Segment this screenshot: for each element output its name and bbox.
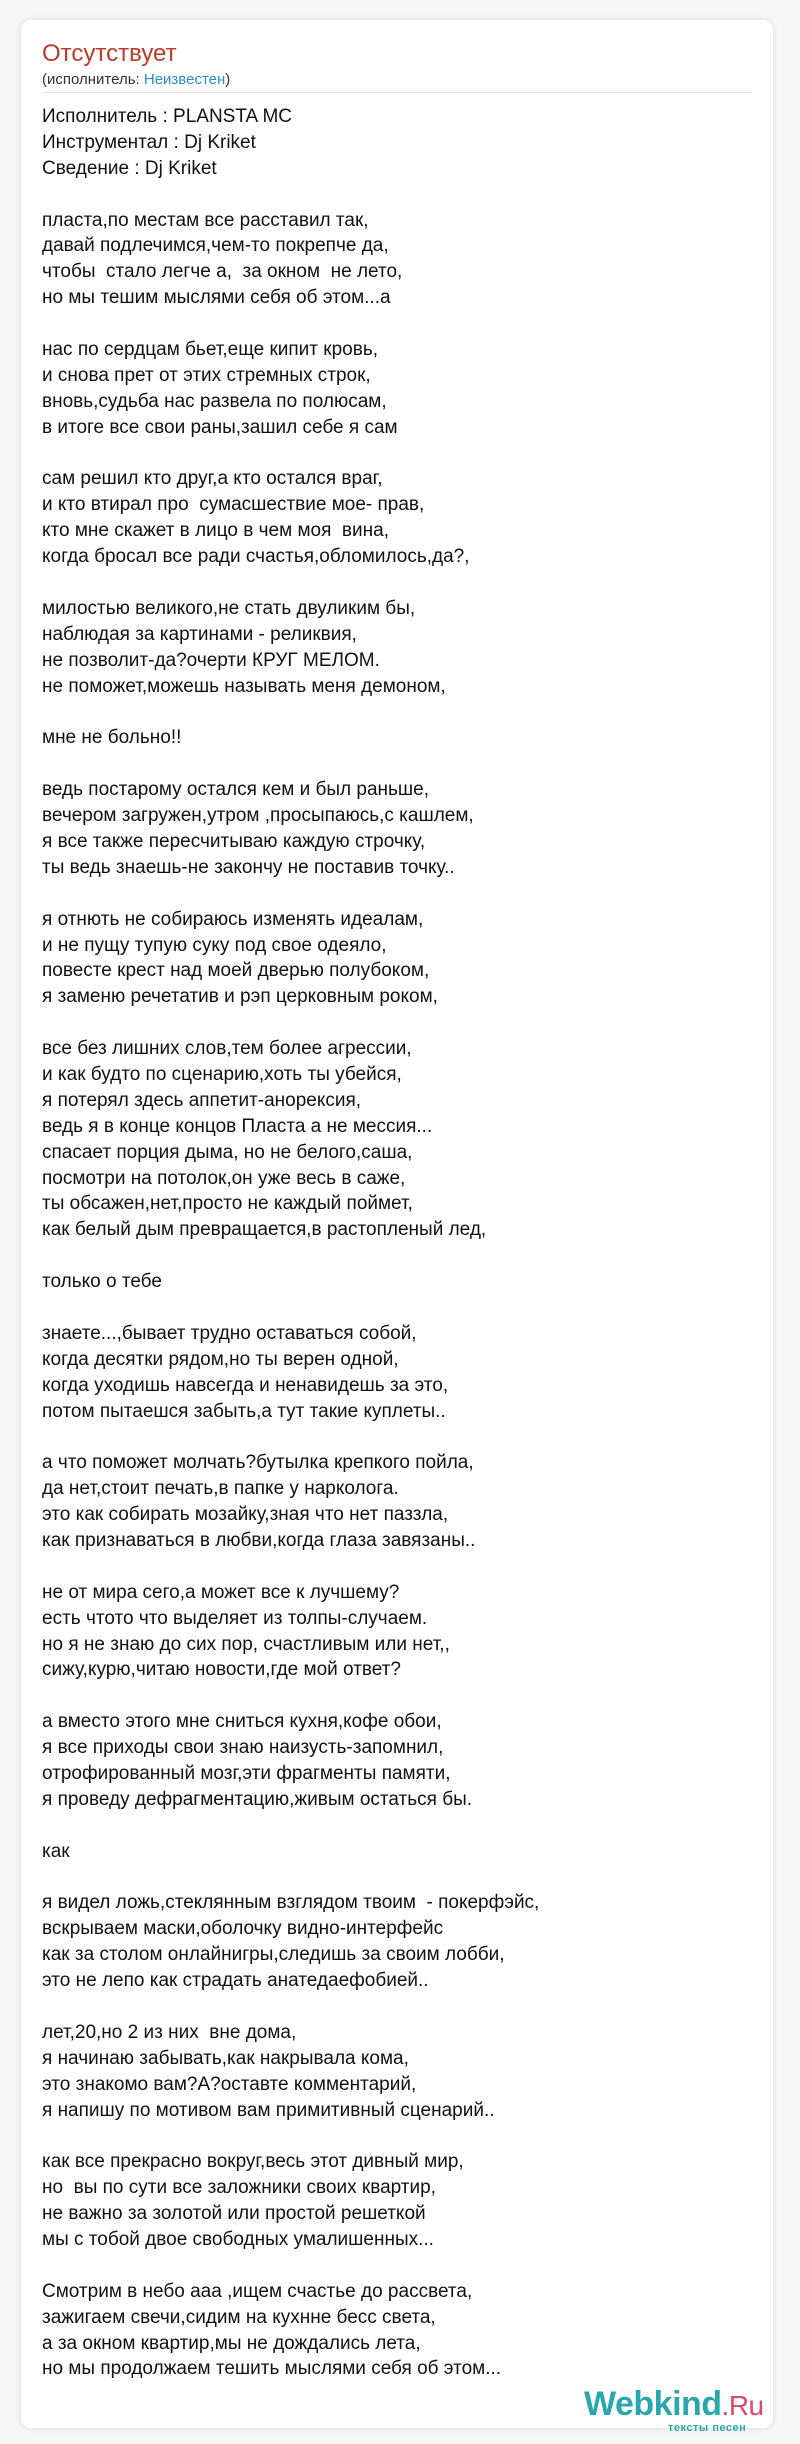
- lyrics-text: [42, 104, 762, 2382]
- lyrics-blank-line: [42, 751, 762, 777]
- lyrics-line: отрофированный мозг,эти фрагменты памяти,: [42, 1763, 451, 1784]
- lyrics-line: ты обсажен,нет,просто не каждый поймет,: [42, 1193, 413, 1215]
- lyrics-line: а вместо этого мне сниться кухня,кофе обои,: [42, 1711, 442, 1733]
- lyrics-line: это не лепо как страдать анатедаефобией..: [42, 1970, 429, 1992]
- lyrics-line: я все также пересчитываю каждую строчку,: [42, 830, 426, 852]
- lyrics-line: это знакомо вам?А?оставте комментарий,: [42, 2073, 417, 2095]
- logo-tld: .Ru: [721, 2390, 764, 2421]
- lyrics-line: ты ведь знаешь-не закончу не поставив точку..: [42, 856, 455, 878]
- artist-suffix: ): [225, 71, 231, 88]
- lyrics-line: я видел ложь,стеклянным взглядом твоим - покерфэйс,: [42, 1892, 540, 1914]
- lyrics-line: наблюдая за картинами - реликвия,: [42, 623, 357, 645]
- lyrics-line: Инструментал : Dj Kriket: [42, 131, 256, 153]
- lyrics-line: как белый дым превращается,в растопленый лед,: [42, 1219, 487, 1241]
- lyrics-line: когда уходишь навсегда и ненавидешь за это,: [42, 1374, 449, 1396]
- lyrics-line: но мы продолжаем тешить мыслями себя об этом...: [42, 2358, 502, 2380]
- lyrics-line: не важно за золотой или простой решеткой: [42, 2203, 426, 2225]
- lyrics-blank-line: [42, 1865, 762, 1891]
- lyrics-line: как: [42, 1840, 70, 1862]
- lyrics-line: знаете...,бывает трудно оставаться собой,: [42, 1322, 417, 1344]
- lyrics-line: не поможет,можешь называть меня демоном,: [42, 675, 446, 697]
- lyrics-line: и как будто по сценарию,хоть ты убейся,: [42, 1063, 402, 1085]
- lyrics-line: вскрываем маски,оболочку видно-интерфейс: [42, 1918, 444, 1940]
- lyrics-line: потом пытаешся забыть,а тут такие куплеты..: [42, 1400, 446, 1422]
- lyrics-blank-line: [42, 1813, 762, 1839]
- lyrics-line: я заменю речетатив и рэп церковным роком,: [42, 986, 438, 1008]
- lyrics-line: как все прекрасно вокруг,весь этот дивный мир,: [42, 2151, 464, 2173]
- lyrics-line: есть чтото что выделяет из толпы-случаем.: [42, 1607, 428, 1629]
- lyrics-blank-line: [42, 881, 762, 907]
- lyrics-blank-line: [42, 1424, 762, 1450]
- lyrics-line: повесте крест над моей дверью полубоком,: [42, 960, 430, 982]
- lyrics-line: но я не знаю до сих пор, счастливым или нет,,: [42, 1633, 450, 1655]
- lyrics-blank-line: [42, 1010, 762, 1036]
- lyrics-line: сижу,курю,читаю новости,где мой ответ?: [42, 1659, 401, 1681]
- lyrics-line: как за столом онлайнигры,следишь за своим лобби,: [42, 1944, 505, 1966]
- lyrics-line: я отнють не собираюсь изменять идеалам,: [42, 908, 424, 930]
- webkind-logo[interactable]: [584, 2384, 774, 2440]
- song-title: Отсутствует: [42, 40, 177, 67]
- lyrics-line: вновь,судьба нас развела по полюсам,: [42, 390, 387, 412]
- lyrics-blank-line: [42, 1295, 762, 1321]
- lyrics-line: не позволит-да?очерти КРУГ МЕЛОМ.: [42, 649, 380, 671]
- lyrics-line: и кто втирал про сумасшествие мое- прав,: [42, 494, 425, 516]
- lyrics-line: ведь я в конце концов Пласта а не мессия...: [42, 1115, 433, 1137]
- artist-link[interactable]: Неизвестен: [143, 71, 226, 88]
- lyrics-line: как признаваться в любви,когда глаза завязаны..: [42, 1529, 476, 1551]
- lyrics-line: но вы по сути все заложники своих квартир,: [42, 2177, 436, 2199]
- lyrics-blank-line: [42, 1554, 762, 1580]
- lyrics-line: не от мира сего,а может все к лучшему?: [42, 1581, 400, 1603]
- lyrics-line: давай подлечимся,чем-то покрепче да,: [42, 235, 389, 257]
- lyrics-blank-line: [42, 570, 762, 596]
- lyrics-line: мне не больно!!: [42, 727, 182, 749]
- lyrics-blank-line: [42, 1994, 762, 2020]
- lyrics-line: да нет,стоит печать,в папке у нарколога.: [42, 1478, 399, 1500]
- lyrics-line: Исполнитель : PLANSTA MC: [42, 106, 292, 127]
- lyrics-line: я начинаю забывать,как накрывала кома,: [42, 2047, 409, 2069]
- lyrics-line: спасает порция дыма, но не белого,саша,: [42, 1141, 413, 1163]
- lyrics-line: когда десятки рядом,но ты верен одной,: [42, 1348, 399, 1370]
- lyrics-line: это как собирать мозайку,зная что нет паззла,: [42, 1504, 449, 1526]
- lyrics-line: и не пущу тупую суку под свое одеяло,: [42, 934, 387, 956]
- artist-line: [42, 70, 230, 90]
- lyrics-blank-line: [42, 2123, 762, 2149]
- lyrics-line: только о тебе: [42, 1271, 162, 1293]
- logo-wordmark: [584, 2384, 764, 2426]
- lyrics-line: я потерял здесь аппетит-анорексия,: [42, 1089, 362, 1111]
- lyrics-blank-line: [42, 1683, 762, 1709]
- lyrics-line: нас по сердцам бьет,еще кипит кровь,: [42, 339, 378, 361]
- lyrics-line: мы с тобой двое свободных умалишенных...: [42, 2229, 434, 2251]
- lyrics-line: милостью великого,не стать двуликим бы,: [42, 597, 416, 619]
- lyrics-line: я все приходы свои знаю наизусть-запомнил,: [42, 1737, 444, 1759]
- lyrics-line: пласта,по местам все расставил так,: [42, 209, 369, 231]
- lyrics-blank-line: [42, 699, 762, 725]
- lyrics-line: сам решил кто друг,а кто остался враг,: [42, 468, 383, 490]
- lyrics-line: и снова прет от этих стремных строк,: [42, 364, 371, 386]
- logo-tagline: тексты песен: [668, 2422, 747, 2434]
- lyrics-line: Смотрим в небо ааа ,ищем счастье до рассвета,: [42, 2280, 473, 2302]
- lyrics-blank-line: [42, 441, 762, 467]
- lyrics-line: все без лишних слов,тем более агрессии,: [42, 1038, 412, 1060]
- lyrics-line: ведь постарому остался кем и был раньше,: [42, 779, 430, 801]
- lyrics-blank-line: [42, 1243, 762, 1269]
- lyrics-blank-line: [42, 182, 762, 208]
- lyrics-line: вечером загружен,утром ,просыпаюсь,с кашлем,: [42, 805, 474, 827]
- lyrics-line: я напишу по мотивом вам примитивный сценарий..: [42, 2099, 495, 2121]
- lyrics-blank-line: [42, 2253, 762, 2279]
- lyrics-line: в итоге все свои раны,зашил себе я сам: [42, 416, 398, 438]
- lyrics-line: но мы тешим мыслями себя об этом...а: [42, 287, 391, 309]
- lyrics-line: когда бросал все ради счастья,обломилось,да?,: [42, 546, 470, 568]
- lyrics-line: Сведение : Dj Kriket: [42, 157, 217, 179]
- lyrics-line: чтобы стало легче а, за окном не лето,: [42, 261, 403, 283]
- logo-main-text: Webkind: [584, 2385, 722, 2423]
- lyrics-line: посмотри на потолок,он уже весь в саже,: [42, 1167, 406, 1189]
- lyrics-blank-line: [42, 311, 762, 337]
- lyrics-line: зажигаем свечи,сидим на кухнне бесс света,: [42, 2306, 436, 2328]
- lyrics-line: а за окном квартир,мы не дождались лета,: [42, 2332, 421, 2354]
- lyrics-line: лет,20,но 2 из них вне дома,: [42, 2021, 297, 2043]
- artist-prefix: (исполнитель:: [42, 71, 144, 88]
- title-divider: [42, 92, 752, 93]
- lyrics-line: а что поможет молчать?бутылка крепкого пойла,: [42, 1452, 474, 1474]
- lyrics-line: я проведу дефрагментацию,живым остаться бы.: [42, 1788, 473, 1810]
- lyrics-line: кто мне скажет в лицо в чем моя вина,: [42, 520, 389, 542]
